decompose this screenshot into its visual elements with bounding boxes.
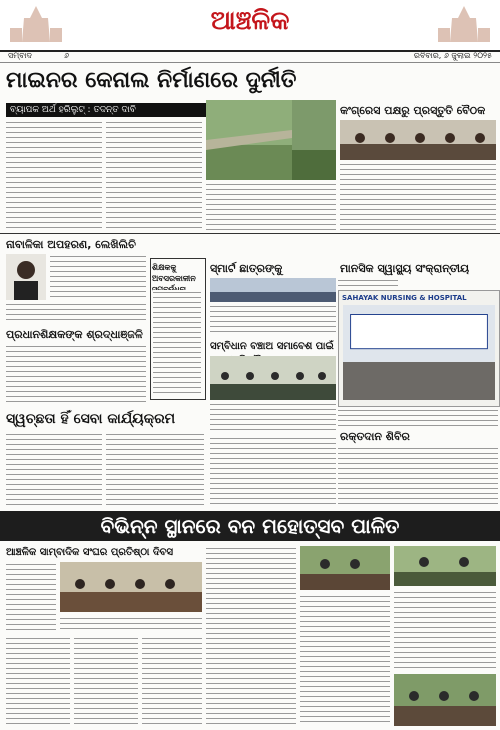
tree-plantation-photo (394, 674, 496, 726)
tree-plantation-photo (394, 546, 496, 586)
hospital-banner (338, 290, 500, 407)
article-text (142, 636, 202, 726)
article-text (300, 594, 390, 726)
article-text (338, 408, 498, 426)
students-photo (210, 278, 336, 302)
issue-date: ରବିବାର, ୬ ଜୁଲାଇ ୨୦୨୫ (413, 51, 492, 60)
smart-headline: ସ୍ମାର୍ଟ ଛାତ୍ରଙ୍କୁ (210, 262, 283, 275)
article-text (206, 546, 296, 726)
article-text (6, 302, 146, 324)
meeting-photo (210, 356, 336, 400)
adivasi-headline: ଆଞ୍ଚଳିକ ସାମ୍ବାଦିକ ସଂଘର ପ୍ରତିଷ୍ଠା ଦିବସ (6, 547, 174, 558)
divider (0, 233, 500, 234)
naabalika-headline: ନାବାଳିକା ଅପହରଣ, ଲେଖିଲିଚି (6, 238, 136, 251)
canal-photo (206, 100, 292, 180)
article-text (6, 120, 102, 230)
banamahotsav-headline: ବିଭିନ୍ନ ସ୍ଥାନରେ ବନ ମହୋତ୍ସବ ପାଳିତ (0, 511, 500, 541)
article-text (106, 120, 202, 230)
banner-org: SAHAYAK NURSING & HOSPITAL (342, 294, 467, 302)
swachhata-headline: ସ୍ୱଚ୍ଛତା ହିଁ ସେବା କାର୍ଯ୍ୟକ୍ରମ (6, 411, 176, 427)
portrait-photo (6, 254, 46, 300)
congress-headline: କଂଗ୍ରେସ ପକ୍ଷରୁ ପ୍ରସ୍ତୁତି ବୈଠକ (340, 104, 486, 117)
article-text (6, 432, 102, 506)
edition-label: ସମ୍ବାଦ (8, 51, 32, 60)
group-photo (60, 562, 202, 612)
article-text (210, 304, 336, 336)
main-headline: ମାଇନର କେନାଲ ନିର୍ମାଣରେ ଦୁର୍ନୀତି (6, 68, 297, 93)
tree-plantation-photo (300, 546, 390, 590)
article-text (338, 278, 398, 288)
page-number: ୬ (64, 51, 70, 60)
article-text (338, 446, 498, 506)
article-text (106, 432, 204, 506)
article-text (210, 402, 336, 432)
article-text (210, 436, 336, 506)
article-text (74, 636, 138, 726)
raktadan-headline: ରକ୍ତଦାନ ଶିବିର (340, 430, 410, 443)
meeting-photo (340, 120, 496, 160)
section-title: ଆଞ୍ଚଳିକ (210, 6, 290, 36)
article-text (340, 162, 496, 230)
article-text (153, 290, 201, 395)
article-text (6, 562, 56, 632)
article-text (6, 636, 70, 726)
dateline (0, 50, 500, 63)
article-text (50, 254, 146, 300)
kicker-label: ବ୍ୟାପକ ଅର୍ଥ ହରିଲୁଟ୍ : ତଦନ୍ତ ଦାବି (6, 103, 208, 117)
mansik-headline: ମାନସିକ ସ୍ୱାସ୍ଥ୍ୟ ସଂକ୍ରାନ୍ତୀୟ (340, 262, 470, 275)
article-text (206, 182, 336, 230)
article-text (394, 590, 496, 670)
canal-photo (292, 100, 336, 180)
shikshak-headline: ଶିକ୍ଷକକୁ ଅବସରକାଳୀନ (152, 263, 196, 283)
temple-icon (6, 4, 66, 44)
masthead (0, 0, 500, 52)
event-photo (339, 305, 499, 400)
article-text (6, 344, 146, 402)
pradhan-headline: ପ୍ରଧାନଶିକ୍ଷକଙ୍କ ଶ୍ରଦ୍ଧାଞ୍ଜଳି (6, 328, 143, 341)
temple-icon (434, 4, 494, 44)
sambidhan-headline: ସମ୍ବିଧାନ ବଞ୍ଚାଅ ସମାବେଶ ପାଇଁ (210, 341, 334, 352)
article-text (60, 616, 202, 632)
